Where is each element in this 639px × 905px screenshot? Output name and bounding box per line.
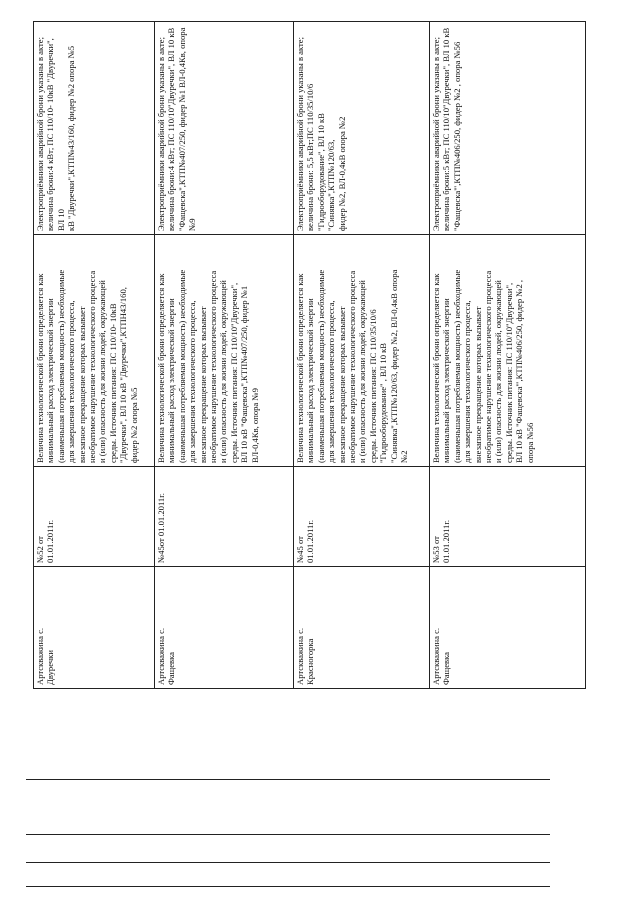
separator-line [26, 834, 550, 835]
table-row [430, 22, 586, 689]
description-cell: Величина технологической брони определяется как минимальный расход электрической энергии (наименьшая потребляемая мощность) необходимые для завершения технологического процесса, внезапное прекращение которых вызывает необратимое нарушение технологического процесса и (или) опасность для жизни людей, окружающей среды. Источник питания: ПС 110/35/10/6 "Гидрооборудование" , ВЛ 10 кВ "Синявка",КТП№120/63, фидер №2, ВЛ-0,4кВ опора №2 [294, 235, 430, 467]
act-cell: №53 от 01.01.2011г. [430, 467, 586, 567]
table-row [34, 22, 155, 689]
description-cell: Величина технологической брони определяется как минимальный расход электрической энергии (наименьшая потребляемая мощность) необходимые для завершения технологического процесса, внезапное прекращение которых вызывает необратимое нарушение технологического процесса и (или) опасность для жизни людей, окружающей среды. Источник питания: ПС 110/10"Двуречки", ВЛ 10 кВ "Фащевска",КТП№407/250, фидер №1 ВЛ-0,4Кв, опора №9 [155, 235, 294, 467]
act-cell: №45от 01.01.2011г. [155, 467, 294, 567]
emergency-cell: Электроприёмники аварийной брони указаны в акте; величина брони:5 кВт; ПС 110/10"Двуречки", ВЛ 10 кВ "Фащевска"',КТП№406/250, фидер №2 , опора №56 [430, 22, 586, 235]
separator-line [26, 862, 550, 863]
table-row [155, 22, 294, 689]
emergency-cell: Электроприёмники аварийной брони указаны в акте; величина брони:4 кВт; ПС 110/10- 10кВ "Двуречки", ВЛ 10 кВ "Двуречки",КТП№43/160, фидер №2 опора №5 [34, 22, 155, 235]
description-cell: Величина технологической брони определяется как минимальный расход электрической энергии (наименьшая потребляемая мощность) необходимые для завершения технологического процесса, внезапное прекращение которых вызывает необратимое нарушение технологического процесса и (или) опасность для жизни людей, окружающей среды. Источник питания: ПС 110/10- 10кВ "Двуречки", ВЛ 10 кВ "Двуречки",КТПН43/160, фидер №2 опора №5 [34, 235, 155, 467]
separator-line [26, 779, 550, 780]
act-cell: №52 от 01.01.2011г. [34, 467, 155, 567]
object-cell: Артскважина с. Фащевка [155, 567, 294, 689]
table-row [294, 22, 430, 689]
emergency-reserve-table [33, 21, 586, 689]
rotated-table-container [33, 22, 585, 689]
object-cell: Артскважина с. Красногорка [294, 567, 430, 689]
separator-line [26, 886, 550, 887]
object-cell: Артскважина с. Двуречки [34, 567, 155, 689]
object-cell: Артскважина с. Фащевка [430, 567, 586, 689]
emergency-cell: Электроприёмники аварийной брони указаны в акте; величина брони:4 кВт; ПС 110/10"Двуречки", ВЛ 10 кВ "Фащевска",КТП№407/250, фидер №1 ВЛ-0,4Кв, опора №9 [155, 22, 294, 235]
description-cell: Величина технологической брони определяется как минимальный расход электрической энергии (наименьшая потребляемая мощность) необходимые для завершения технологического процесса, внезапное прекращение которых вызывает необратимое нарушение технологического процесса и (или) опасность для жизни людей, окружающей среды. Источник питания: ПС 110/10"Двуречки", ВЛ 10 кВ "Фащевска"',КТП№406/250, фидер №2 , опора №56 [430, 235, 586, 467]
act-cell: №45 от 01.01.2011г. [294, 467, 430, 567]
emergency-cell: Электроприёмники аварийной брони указаны в акте; величина брони: 5,5 кВт;ПС 110/35/10/6 "Гидрооборудование", ВЛ 10 кВ "Синявка",КТП№120/63, фидер №2, ВЛ-0,4кВ опора №2 [294, 22, 430, 235]
